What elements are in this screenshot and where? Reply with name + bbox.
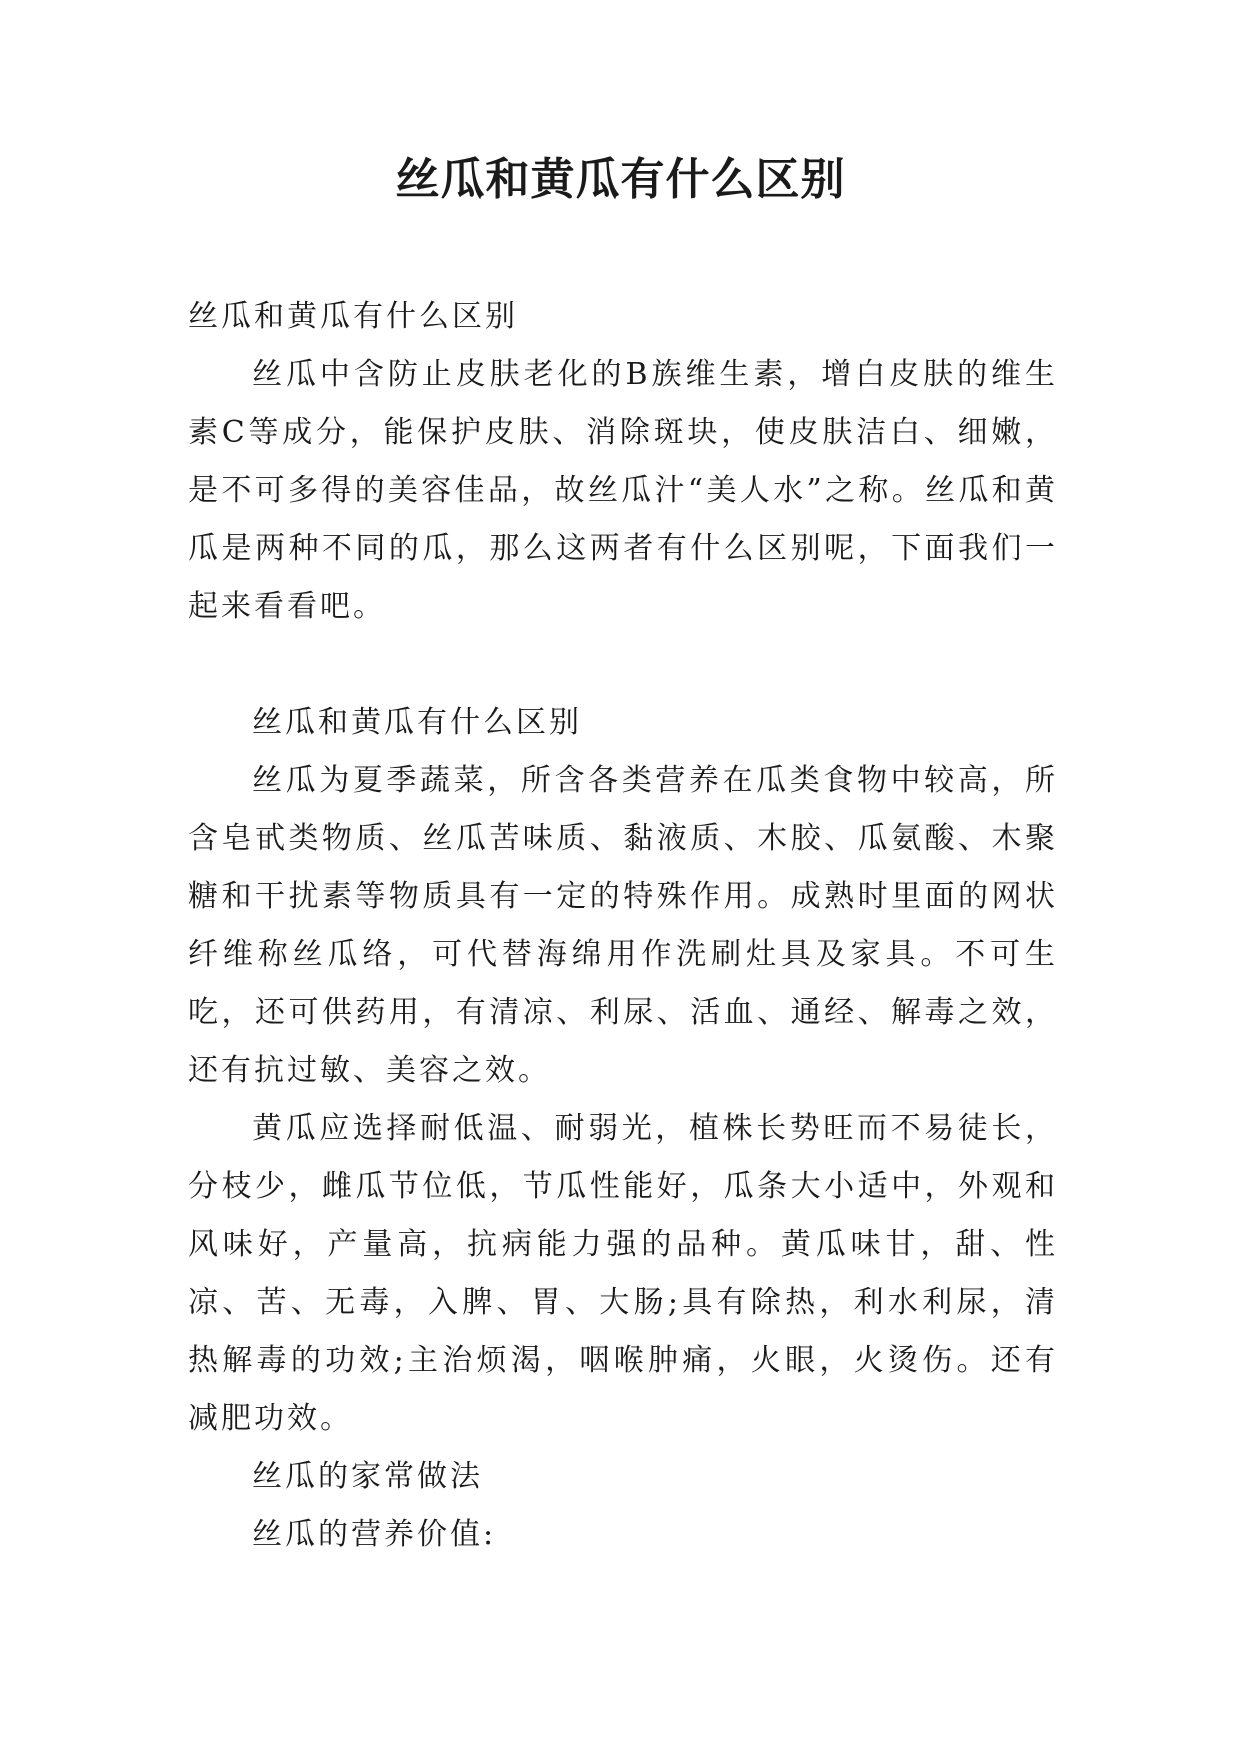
document-title: 丝瓜和黄瓜有什么区别 (395, 154, 846, 205)
paragraph-cucumber: 黄瓜应选择耐低温、耐弱光，植株长势旺而不易徒长，分枝少，雌瓜节位低，节瓜性能好，瓜条大小适中，外观和风味好，产量高，抗病能力强的品种。黄瓜味甘，甜、性凉、苦、无毒，入脾、胃、大肠;具有除热，利水利尿，清热解毒的功效;主治烦渴，咽喉肿痛，火眼，火烫伤。还有减肥功效。 (188, 1111, 1058, 1436)
paragraph-subtitle: 丝瓜和黄瓜有什么区别 (188, 299, 518, 334)
paragraph-section-heading: 丝瓜和黄瓜有什么区别 (252, 705, 582, 740)
document-body (188, 288, 1058, 1564)
paragraph-nutrition-heading: 丝瓜的营养价值: (252, 1517, 497, 1552)
paragraph-intro: 丝瓜中含防止皮肤老化的B族维生素，增白皮肤的维生素C等成分，能保护皮肤、消除斑块，使皮肤洁白、细嫩，是不可多得的美容佳品，故丝瓜汁“美人水”之称。丝瓜和黄瓜是两种不同的瓜，那么这两者有什么区别呢，下面我们一起来看看吧。 (188, 357, 1058, 624)
paragraph-home-cooking-heading: 丝瓜的家常做法 (252, 1459, 483, 1494)
paragraph-luffa: 丝瓜为夏季蔬菜，所含各类营养在瓜类食物中较高，所含皂甙类物质、丝瓜苦味质、黏液质、木胶、瓜氨酸、木聚糖和干扰素等物质具有一定的特殊作用。成熟时里面的网状纤维称丝瓜络，可代替海绵用作洗刷灶具及家具。不可生吃，还可供药用，有清凉、利尿、活血、通经、解毒之效，还有抗过敏、美容之效。 (188, 763, 1058, 1088)
